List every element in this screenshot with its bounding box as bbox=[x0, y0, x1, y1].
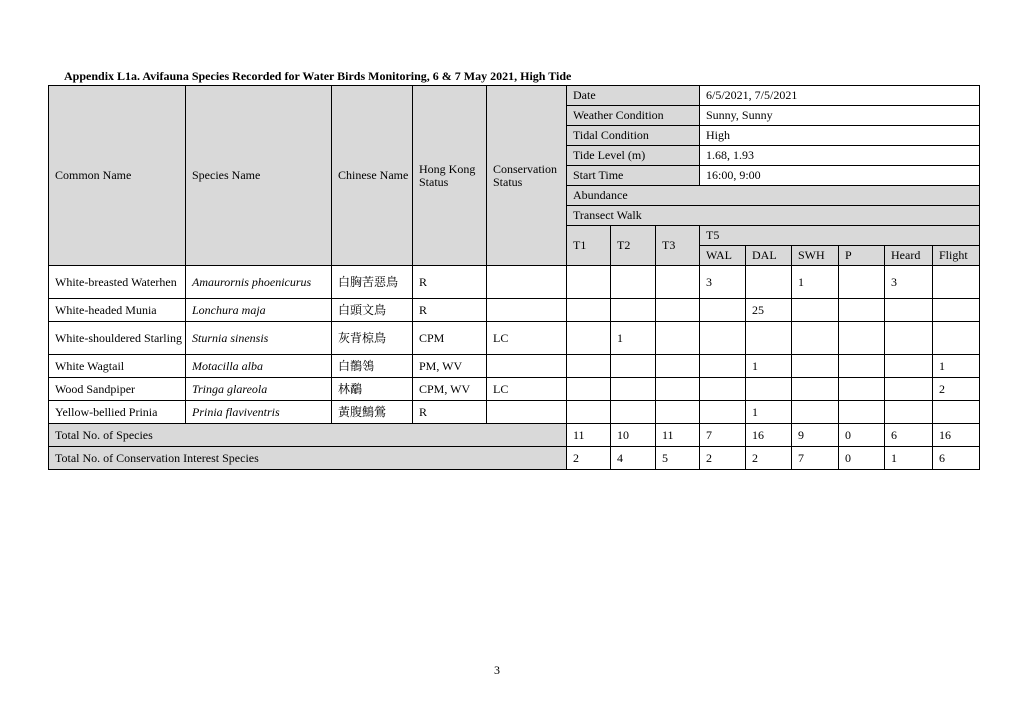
total-species-row bbox=[49, 424, 980, 447]
count-cell bbox=[656, 378, 700, 401]
count-cell bbox=[885, 355, 933, 378]
total-species-value: 16 bbox=[746, 424, 792, 447]
header-conservation-status: Conservation Status bbox=[487, 86, 567, 266]
start-time-label: Start Time bbox=[567, 166, 700, 186]
species-name-cell: Amaurornis phoenicurus bbox=[186, 266, 332, 299]
count-cell bbox=[933, 401, 980, 424]
conservation-status-cell: LC bbox=[487, 378, 567, 401]
count-cell bbox=[792, 401, 839, 424]
count-cell bbox=[700, 322, 746, 355]
total-conservation-value: 5 bbox=[656, 447, 700, 470]
common-name-cell: White-headed Munia bbox=[49, 299, 186, 322]
header-hk-status: Hong Kong Status bbox=[413, 86, 487, 266]
conservation-status-cell bbox=[487, 299, 567, 322]
count-cell: 3 bbox=[885, 266, 933, 299]
hk-status-cell: PM, WV bbox=[413, 355, 487, 378]
count-cell bbox=[611, 299, 656, 322]
t5-dal: DAL bbox=[746, 246, 792, 266]
species-name-cell: Sturnia sinensis bbox=[186, 322, 332, 355]
count-cell: 1 bbox=[792, 266, 839, 299]
species-name-cell: Tringa glareola bbox=[186, 378, 332, 401]
conservation-status-cell bbox=[487, 355, 567, 378]
page-number: 3 bbox=[494, 663, 500, 677]
count-cell bbox=[700, 378, 746, 401]
hk-status-cell: R bbox=[413, 266, 487, 299]
hk-status-cell: CPM bbox=[413, 322, 487, 355]
count-cell bbox=[611, 355, 656, 378]
chinese-name-cell: 黃腹鷦鶯 bbox=[332, 401, 413, 424]
total-conservation-value: 0 bbox=[839, 447, 885, 470]
count-cell bbox=[611, 378, 656, 401]
chinese-name-cell: 白胸苦惡鳥 bbox=[332, 266, 413, 299]
table-row bbox=[49, 401, 980, 424]
count-cell bbox=[792, 378, 839, 401]
count-cell bbox=[885, 322, 933, 355]
common-name-cell: White-shouldered Starling bbox=[49, 322, 186, 355]
common-name-cell: White Wagtail bbox=[49, 355, 186, 378]
total-conservation-value: 4 bbox=[611, 447, 656, 470]
count-cell bbox=[656, 401, 700, 424]
table-row bbox=[49, 355, 980, 378]
count-cell bbox=[611, 266, 656, 299]
species-name-cell: Prinia flaviventris bbox=[186, 401, 332, 424]
count-cell bbox=[656, 299, 700, 322]
count-cell: 1 bbox=[746, 355, 792, 378]
count-cell bbox=[656, 355, 700, 378]
count-cell bbox=[700, 355, 746, 378]
total-species-value: 11 bbox=[656, 424, 700, 447]
transect-t3: T3 bbox=[656, 226, 700, 266]
count-cell: 1 bbox=[746, 401, 792, 424]
chinese-name-cell: 白頭文鳥 bbox=[332, 299, 413, 322]
count-cell bbox=[746, 266, 792, 299]
total-species-label: Total No. of Species bbox=[49, 424, 567, 447]
t5-flight: Flight bbox=[933, 246, 980, 266]
species-name-cell: Lonchura maja bbox=[186, 299, 332, 322]
table-row bbox=[49, 266, 980, 299]
common-name-cell: Wood Sandpiper bbox=[49, 378, 186, 401]
count-cell bbox=[839, 355, 885, 378]
tide-level-label: Tide Level (m) bbox=[567, 146, 700, 166]
transect-t5: T5 bbox=[700, 226, 980, 246]
count-cell bbox=[567, 401, 611, 424]
count-cell bbox=[839, 299, 885, 322]
species-table bbox=[48, 85, 980, 470]
common-name-cell: Yellow-bellied Prinia bbox=[49, 401, 186, 424]
count-cell bbox=[746, 378, 792, 401]
weather-label: Weather Condition bbox=[567, 106, 700, 126]
total-species-value: 9 bbox=[792, 424, 839, 447]
t5-p: P bbox=[839, 246, 885, 266]
tidal-value: High bbox=[700, 126, 980, 146]
count-cell bbox=[839, 266, 885, 299]
table-row bbox=[49, 322, 980, 355]
total-conservation-value: 7 bbox=[792, 447, 839, 470]
species-name-cell: Motacilla alba bbox=[186, 355, 332, 378]
common-name-cell: White-breasted Waterhen bbox=[49, 266, 186, 299]
transect-walk-label: Transect Walk bbox=[567, 206, 980, 226]
conservation-status-cell bbox=[487, 266, 567, 299]
count-cell bbox=[567, 355, 611, 378]
count-cell bbox=[567, 266, 611, 299]
weather-value: Sunny, Sunny bbox=[700, 106, 980, 126]
total-conservation-value: 2 bbox=[567, 447, 611, 470]
count-cell bbox=[839, 322, 885, 355]
chinese-name-cell: 林鷸 bbox=[332, 378, 413, 401]
total-species-value: 16 bbox=[933, 424, 980, 447]
table-row bbox=[49, 378, 980, 401]
abundance-label: Abundance bbox=[567, 186, 980, 206]
hk-status-cell: R bbox=[413, 401, 487, 424]
t5-swh: SWH bbox=[792, 246, 839, 266]
total-conservation-value: 1 bbox=[885, 447, 933, 470]
count-cell bbox=[885, 401, 933, 424]
count-cell bbox=[567, 299, 611, 322]
total-species-value: 10 bbox=[611, 424, 656, 447]
hk-status-cell: R bbox=[413, 299, 487, 322]
count-cell bbox=[885, 299, 933, 322]
header-common-name: Common Name bbox=[49, 86, 186, 266]
t5-wal: WAL bbox=[700, 246, 746, 266]
total-species-value: 6 bbox=[885, 424, 933, 447]
count-cell bbox=[792, 299, 839, 322]
count-cell bbox=[792, 355, 839, 378]
transect-t1: T1 bbox=[567, 226, 611, 266]
count-cell bbox=[885, 378, 933, 401]
document-title: Appendix L1a. Avifauna Species Recorded for Water Birds Monitoring, 6 & 7 May 2021, High Tide bbox=[64, 69, 572, 83]
total-conservation-value: 2 bbox=[700, 447, 746, 470]
count-cell bbox=[839, 401, 885, 424]
count-cell bbox=[700, 299, 746, 322]
count-cell bbox=[933, 322, 980, 355]
count-cell bbox=[792, 322, 839, 355]
date-label: Date bbox=[567, 86, 700, 106]
total-conservation-label: Total No. of Conservation Interest Species bbox=[49, 447, 567, 470]
count-cell: 1 bbox=[933, 355, 980, 378]
count-cell bbox=[656, 266, 700, 299]
count-cell: 25 bbox=[746, 299, 792, 322]
t5-heard: Heard bbox=[885, 246, 933, 266]
tidal-label: Tidal Condition bbox=[567, 126, 700, 146]
hk-status-cell: CPM, WV bbox=[413, 378, 487, 401]
table-row bbox=[49, 299, 980, 322]
count-cell bbox=[700, 401, 746, 424]
count-cell bbox=[933, 266, 980, 299]
chinese-name-cell: 白鶺鴒 bbox=[332, 355, 413, 378]
tide-level-value: 1.68, 1.93 bbox=[700, 146, 980, 166]
count-cell bbox=[839, 378, 885, 401]
chinese-name-cell: 灰背椋鳥 bbox=[332, 322, 413, 355]
date-value: 6/5/2021, 7/5/2021 bbox=[700, 86, 980, 106]
total-species-value: 0 bbox=[839, 424, 885, 447]
total-species-value: 7 bbox=[700, 424, 746, 447]
count-cell: 3 bbox=[700, 266, 746, 299]
count-cell bbox=[656, 322, 700, 355]
transect-t2: T2 bbox=[611, 226, 656, 266]
count-cell bbox=[567, 378, 611, 401]
count-cell bbox=[933, 299, 980, 322]
total-conservation-value: 2 bbox=[746, 447, 792, 470]
start-time-value: 16:00, 9:00 bbox=[700, 166, 980, 186]
count-cell bbox=[567, 322, 611, 355]
conservation-status-cell: LC bbox=[487, 322, 567, 355]
count-cell bbox=[746, 322, 792, 355]
header-chinese-name: Chinese Name bbox=[332, 86, 413, 266]
total-conservation-value: 6 bbox=[933, 447, 980, 470]
conservation-status-cell bbox=[487, 401, 567, 424]
total-species-value: 11 bbox=[567, 424, 611, 447]
count-cell: 1 bbox=[611, 322, 656, 355]
header-species-name: Species Name bbox=[186, 86, 332, 266]
total-conservation-row bbox=[49, 447, 980, 470]
count-cell: 2 bbox=[933, 378, 980, 401]
count-cell bbox=[611, 401, 656, 424]
